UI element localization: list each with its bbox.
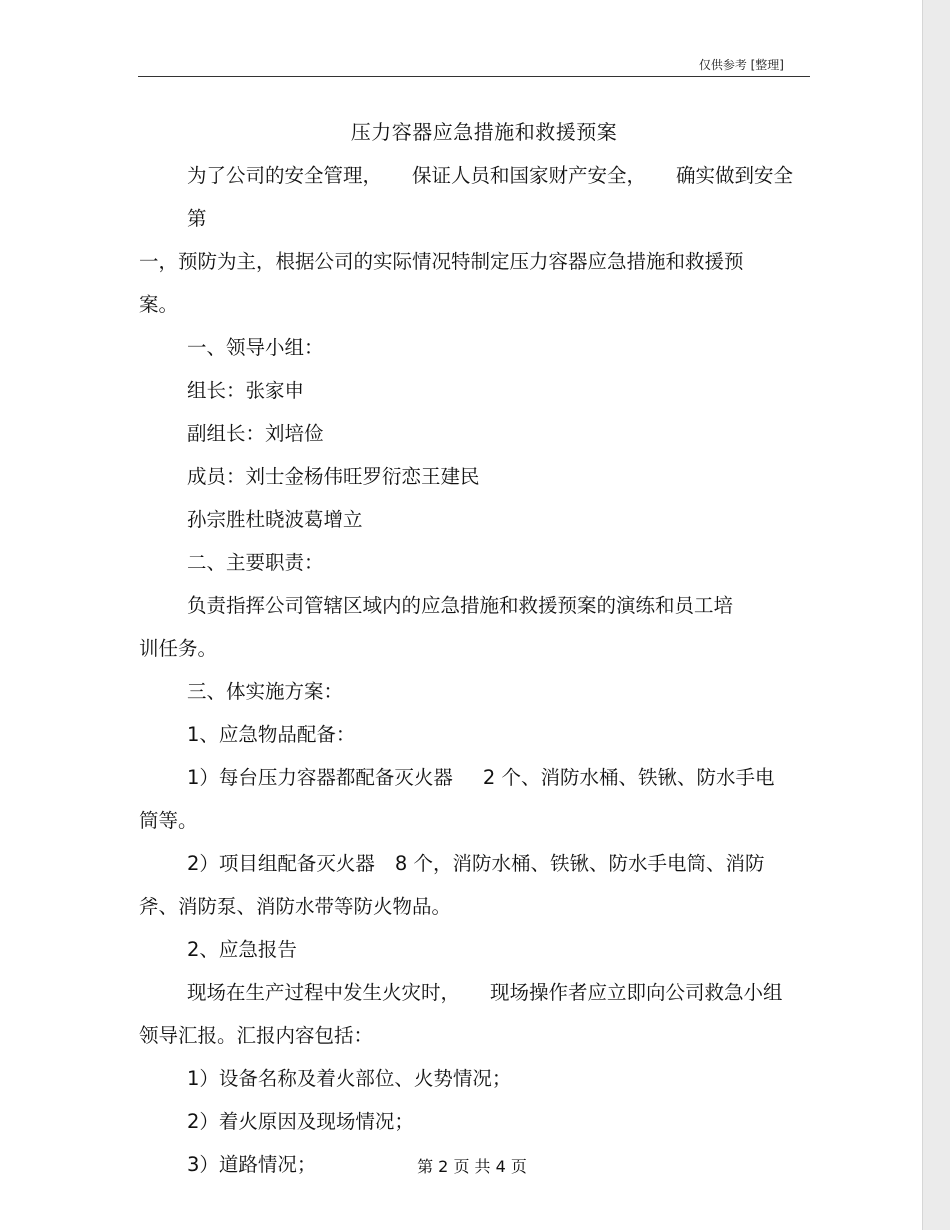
item-2: [139, 842, 811, 885]
intro-paragraph: [139, 154, 811, 240]
header-note: 仅供参考 [整理]: [698, 58, 784, 72]
report-item-2: 2）着火原因及现场情况；: [187, 1110, 414, 1133]
report-line-2: 领导汇报。汇报内容包括：: [139, 1024, 374, 1047]
members-line-2: 孙宗胜杜晓波葛增立: [187, 508, 363, 531]
report-item-1: 1）设备名称及着火部位、火势情况；: [187, 1067, 512, 1090]
header-rule: [138, 76, 810, 77]
document-body: [139, 154, 811, 1186]
intro-text-c: 确实做到安全第: [187, 164, 794, 230]
intro-text-a: 为了公司的安全管理，: [187, 164, 383, 187]
item-1: [139, 756, 811, 799]
section-heading-2: 二、主要职责：: [187, 551, 324, 574]
report-text-b: 现场操作者应立即向公司救急小组: [490, 981, 783, 1004]
item-1-line-2: 筒等。: [139, 809, 198, 832]
intro-text-b: 保证人员和国家财产安全，: [412, 164, 647, 187]
report-text-a: 现场在生产过程中发生火灾时，: [187, 981, 461, 1004]
item-2-line-2: 斧、消防泵、消防水带等防火物品。: [139, 895, 452, 918]
item-1-text-b: 2 个、消防水桶、铁锹、防水手电: [482, 766, 775, 789]
document-title: 压力容器应急措施和救援预案: [350, 120, 618, 144]
subsection-1: 1、应急物品配备：: [187, 723, 356, 746]
section-heading-3: 三、体实施方案：: [187, 680, 344, 703]
intro-line-2: 一，预防为主，根据公司的实际情况特制定压力容器应急措施和救援预: [139, 250, 744, 273]
report-item-3: 3）道路情况；: [187, 1153, 317, 1176]
leader-line: 组长：张家申: [187, 379, 305, 402]
report-paragraph: [139, 971, 811, 1014]
intro-line-3: 案。: [139, 293, 179, 316]
section-heading-1: 一、领导小组：: [187, 336, 324, 359]
subsection-2: 2、应急报告: [187, 938, 297, 961]
item-2-text-b: 8 个，消防水桶、铁锹、防水手电筒、消防: [394, 852, 765, 875]
duty-line-2: 训任务。: [139, 637, 218, 660]
duty-paragraph: 负责指挥公司管辖区域内的应急措施和救援预案的演练和员工培: [187, 594, 734, 617]
members-line: 成员：刘士金杨伟旺罗衍恋王建民: [187, 465, 480, 488]
vice-leader-line: 副组长：刘培俭: [187, 422, 324, 445]
item-1-text-a: 1）每台压力容器都配备灭火器: [187, 766, 453, 789]
page-number-footer: 第 2 页 共 4 页: [417, 1157, 527, 1176]
item-2-text-a: 2）项目组配备灭火器: [187, 852, 375, 875]
